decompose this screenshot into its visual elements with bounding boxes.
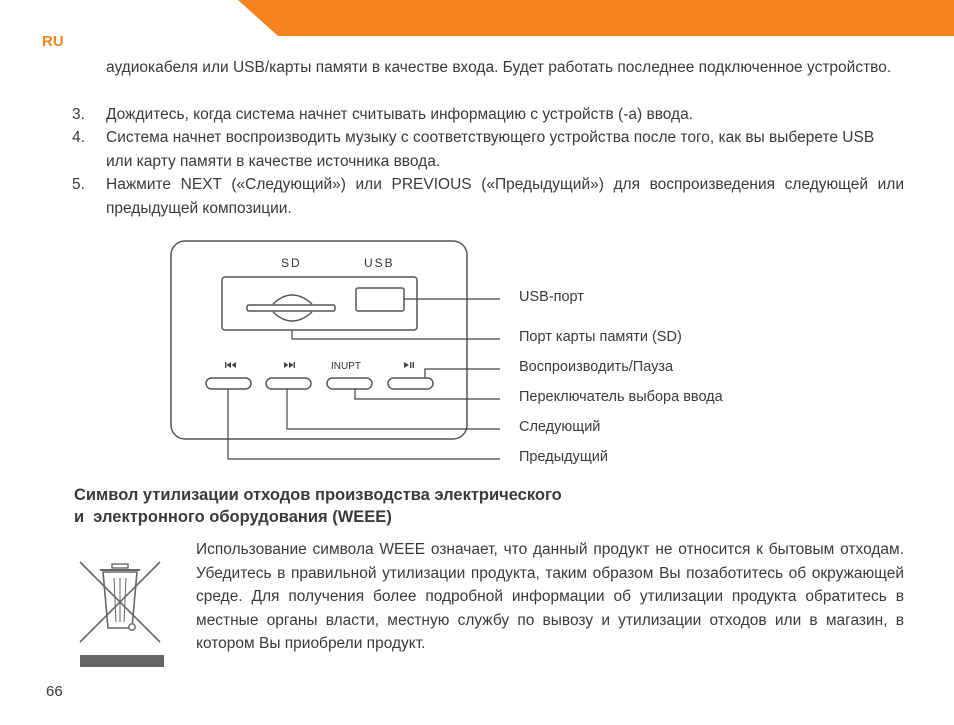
sd-slot-arc — [273, 312, 312, 321]
card-reader-frame — [222, 277, 417, 330]
step-number: 5. — [72, 176, 85, 193]
next-track-icon — [284, 362, 295, 368]
page-number: 66 — [46, 683, 63, 700]
weee-heading-line1: Символ утилизации отходов производства электрического — [74, 486, 562, 504]
usb-label: USB — [364, 256, 395, 270]
step-number: 3. — [72, 106, 85, 123]
sd-slot-arc — [273, 295, 312, 304]
step-text: Дождитесь, когда система начнет считывать информацию с устройств (-а) ввода. — [106, 106, 694, 123]
step-text: Система начнет воспроизводить музыку с соответствующего устройства после того, как вы выберете USB или карту памяти в качестве источника ввода. — [106, 129, 875, 170]
step-text: Нажмите NEXT («Следующий») или PREVIOUS («Предыдущий») для воспроизведения следующей или предыдущей композиции. — [106, 176, 904, 217]
input-selector-leader — [355, 389, 500, 399]
callout-previous: Предыдущий — [519, 449, 608, 465]
play-pause-button — [388, 378, 433, 389]
device-panel-outline — [171, 241, 467, 439]
weee-crossed-bin-icon — [78, 550, 170, 670]
next-leader — [287, 389, 500, 429]
next-button — [266, 378, 311, 389]
callout-next: Следующий — [519, 419, 601, 435]
callout-sd-port: Порт карты памяти (SD) — [519, 329, 682, 345]
input-label: INUPT — [331, 361, 361, 372]
play-pause-icon — [404, 362, 414, 368]
continuation-paragraph: аудиокабеля или USB/карты памяти в качестве входа. Будет работать последнее подключенное устройство. — [106, 59, 892, 76]
sd-port-leader — [292, 330, 500, 339]
usb-port — [356, 288, 404, 311]
step-number: 4. — [72, 129, 85, 146]
weee-heading-line2: и электронного оборудования (WEEE) — [74, 508, 392, 526]
sd-card-slot — [247, 305, 335, 311]
callout-usb-port: USB-порт — [519, 289, 584, 305]
sd-label: SD — [281, 256, 302, 270]
input-button — [327, 378, 372, 389]
weee-heading — [74, 484, 774, 528]
language-tag: RU — [42, 33, 64, 50]
callout-play-pause: Воспроизводить/Пауза — [519, 359, 674, 375]
previous-track-icon — [225, 362, 236, 368]
callout-input-selector: Переключатель выбора ввода — [519, 389, 723, 405]
weee-description: Использование символа WEEE означает, что данный продукт не относится к бытовым отходам. Убедитесь в правильной утилизации продукта, таким образом Вы позаботитесь об окружающей среде. Для получения более подробной информации об утилизации продукта обратитесь в местные органы власти, местную службу по вывозу и утилизации отходов или в магазин, в котором Вы приобрели продукт. — [196, 541, 904, 652]
previous-button — [206, 378, 251, 389]
play-pause-leader — [425, 369, 500, 378]
